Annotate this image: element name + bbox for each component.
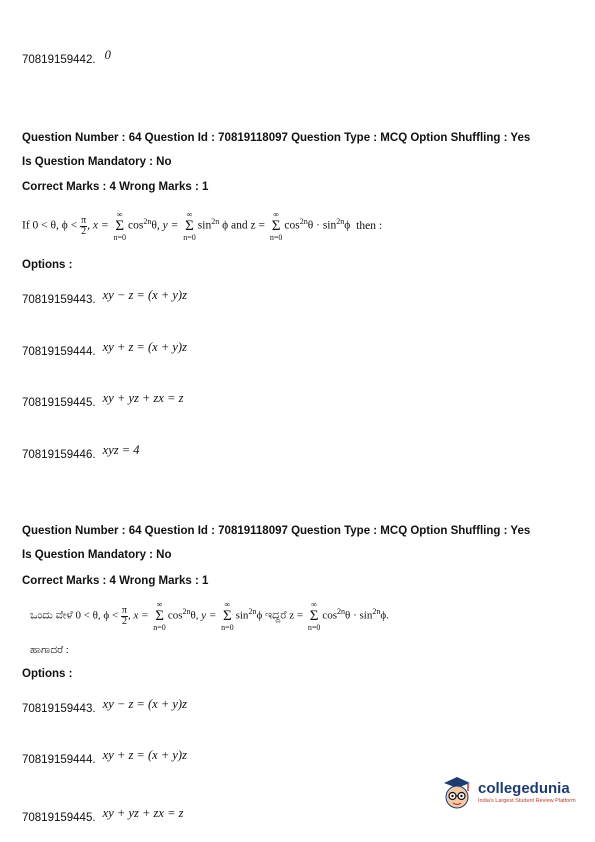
option-row[interactable]	[22, 697, 187, 716]
top-option	[22, 48, 111, 67]
question-text: ಒಂದು ವೇಳೆ 0 < θ, ϕ < $\frac{\pi}{2}$ , x = ∞ Σ $n=0\cos^{2n}\theta$, y = ∞ Σ $n=0\sin^{2n}\phi$ ಇದ್ದರೆ z = ∞ Σ $n=0\cos^{2n}\theta \cdot \sin^{2n}\phi$.	[30, 600, 389, 632]
option-expression: xy + yz + zx = z	[102, 806, 184, 820]
question-mandatory: Is Question Mandatory : No	[22, 549, 172, 561]
question-prefix: If 0 < θ, ϕ <	[22, 219, 78, 232]
logo-name: collegedunia	[478, 780, 570, 797]
option-id: 70819159445.	[22, 812, 96, 824]
and-z-eq: and z =	[231, 219, 265, 232]
option-expression: xyz = 4	[102, 443, 140, 457]
option-id: 70819159444.	[22, 346, 96, 358]
option-row[interactable]	[22, 443, 140, 462]
option-row[interactable]	[22, 748, 187, 767]
question-marks: Correct Marks : 4 Wrong Marks : 1	[22, 181, 209, 193]
summation: ∞ Σ n=0	[113, 210, 127, 242]
question-marks: Correct Marks : 4 Wrong Marks : 1	[22, 575, 209, 587]
question-text-line2: ಹಾಗಾದರೆ :	[30, 645, 69, 656]
option-row[interactable]	[22, 340, 187, 359]
option-id: 70819159443.	[22, 294, 96, 306]
and-z-eq: ಇದ್ದರೆ z =	[264, 609, 304, 622]
option-row[interactable]	[22, 806, 184, 825]
option-row[interactable]	[22, 288, 187, 307]
summation: ∞ Σ n=0	[269, 210, 283, 242]
option-expression: xy − z = (x + y)z	[102, 288, 187, 302]
summation: ∞ Σ n=0	[183, 210, 196, 242]
question-text: If 0 < θ, ϕ < $\frac{\pi}{2}$ , x = ∞ Σ $n=0\cos^{2n}\theta$, y = ∞ Σ $n=0\sin^{2n}$ ϕ and z = ∞ Σ $n=0\cos^{2n}\theta \cdot \sin^{2n}\phi$ then :	[22, 210, 383, 242]
question-prefix: ಒಂದು ವೇಳೆ 0 < θ, ϕ <	[30, 609, 119, 622]
option-expression: xy − z = (x + y)z	[102, 697, 187, 711]
y-eq: , y =	[195, 609, 217, 622]
option-row[interactable]	[22, 391, 184, 410]
logo-tagline: India's Largest Student Review Platform	[478, 798, 576, 804]
options-label: Options :	[22, 259, 73, 271]
summation: ∞ Σ n=0	[153, 600, 166, 632]
option-id: 70819159442.	[22, 54, 96, 66]
question-header: Question Number : 64 Question Id : 70819118097 Question Type : MCQ Option Shuffling : Yes	[22, 132, 531, 144]
pi-over-two: $\frac{\pi}{2}$	[81, 214, 87, 237]
then-text: then :	[356, 219, 383, 232]
question-header: Question Number : 64 Question Id : 70819118097 Question Type : MCQ Option Shuffling : Yes	[22, 525, 531, 537]
option-id: 70819159446.	[22, 449, 96, 461]
option-value: 0	[104, 48, 111, 62]
options-label: Options :	[22, 668, 73, 680]
collegedunia-logo	[440, 775, 576, 811]
option-expression: xy + z = (x + y)z	[102, 748, 187, 762]
option-id: 70819159445.	[22, 397, 96, 409]
option-expression: xy + z = (x + y)z	[102, 340, 187, 354]
x-eq: , x =	[127, 609, 149, 622]
y-eq: , y =	[156, 219, 179, 232]
option-expression: xy + yz + zx = z	[102, 391, 184, 405]
summation: ∞ Σ n=0	[221, 600, 234, 632]
x-eq: , x =	[87, 219, 109, 232]
pi-over-two: $\frac{\pi}{2}$	[121, 604, 127, 627]
summation: ∞ Σ n=0	[307, 600, 321, 632]
option-id: 70819159444.	[22, 754, 96, 766]
option-id: 70819159443.	[22, 703, 96, 715]
mascot-icon	[440, 775, 474, 811]
question-mandatory: Is Question Mandatory : No	[22, 156, 172, 168]
